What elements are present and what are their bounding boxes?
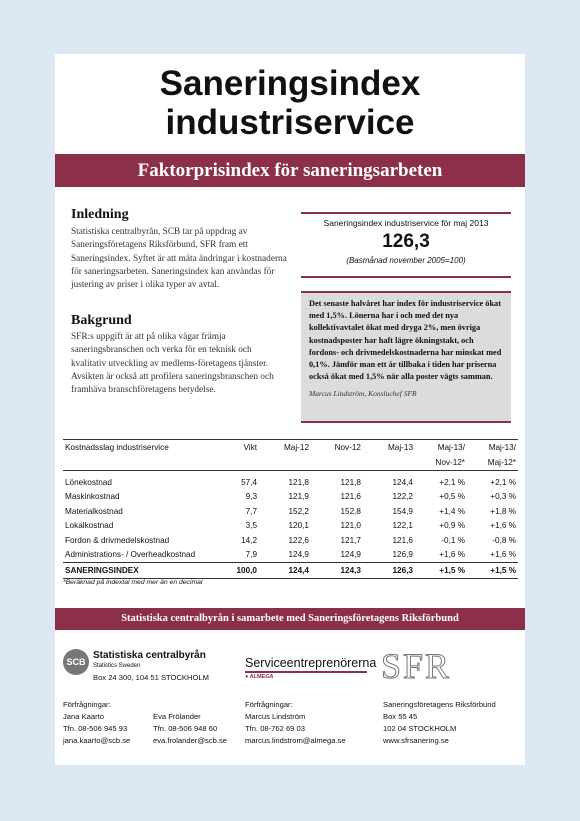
contact-email[interactable]: eva.frolander@scb.se	[153, 736, 227, 745]
cell: +0,5 %	[439, 492, 465, 502]
scb-subname: Statistics Sweden	[93, 663, 141, 669]
cell: 124,9	[288, 550, 309, 560]
text-inledning: Statistiska centralbyrån, SCB tar på uppdrag av Saneringsföretagens Riksförbund, SFR fram ett Saneringsindex. Syftet är att mäta ändringar i kostnaderna för saneringsarbeten. Saneringsindex kan användas för justering av priser i olika typer av avtal.	[71, 227, 287, 291]
cell: 7,7	[245, 506, 257, 516]
contact-phone: Tfn. 08-762 69 03	[245, 724, 305, 733]
heading-bakgrund: Bakgrund	[71, 313, 132, 328]
cell: +0,3 %	[490, 492, 516, 502]
contact-phone: Tfn. 08-506 945 93	[63, 724, 128, 733]
cooperation-banner: Statistiska centralbyrån i samarbete med Saneringsföretagens Riksförbund	[55, 608, 525, 630]
cell: 126,3	[392, 565, 413, 575]
cell: +1,6 %	[490, 521, 516, 531]
cell: 120,1	[288, 521, 309, 531]
contact-org: Saneringsföretagens Riksförbund	[383, 700, 496, 709]
cell: 124,4	[288, 565, 309, 575]
cell: +2,1 %	[490, 477, 516, 487]
cell: +1,4 %	[439, 506, 465, 516]
logo-row	[55, 644, 525, 694]
contact-city: 102 04 STOCKHOLM	[383, 724, 457, 733]
summary-base-note: (Basmånad november 2005=100)	[346, 256, 466, 265]
cell: +1,8 %	[490, 506, 516, 516]
cell: 122,6	[288, 535, 309, 545]
scb-emblem-icon: SCB	[63, 649, 89, 675]
table-row	[63, 533, 518, 548]
cell: +2,1 %	[439, 477, 465, 487]
col-header-weight: Vikt	[243, 443, 257, 452]
cell: 152,8	[340, 506, 361, 516]
cell: Lönekostnad	[65, 477, 112, 487]
cell: 126,9	[392, 550, 413, 560]
cell: 121,6	[340, 492, 361, 502]
cell: Maskinkostnad	[65, 492, 120, 502]
cell: Lokalkostnad	[65, 521, 114, 531]
contact-name: Marcus Lindström	[245, 712, 306, 721]
comment-text: Det senaste halvåret har index för industriservice ökat med 1,5%. Lönerna har i och med det nya kollektivavtalet ökat med dryga 2%, men övriga kostnadsposter har haft lägre ökningstakt, och fordons- och drivmedelskostnaderna har minskat med 0,1%. Jämför man ett år tillbaka i tiden har priserna också ökat med 1,5% när alla poster vägts samman.	[309, 299, 502, 382]
cell: 122,1	[392, 521, 413, 531]
title-line-1: Saneringsindex	[159, 64, 421, 103]
text-bakgrund: SFR:s uppgift är att på olika vägar främja saneringsbranschen och verka för en teknisk och kvalitativ utveckling av medlems-företagens tjänster. Avsikten är också att profilera saneringsbranschen och framhäva branschföretagens betydelse.	[71, 332, 274, 396]
contact-label: Förfrågningar:	[245, 700, 293, 709]
cell: Materialkostnad	[65, 506, 123, 516]
cell: +1,5 %	[490, 565, 516, 575]
contact-almega	[245, 699, 346, 747]
table-total-row	[63, 563, 518, 579]
table-footnote: *Beräknad på indextal med mer än en decimal	[63, 579, 203, 586]
comment-box	[301, 291, 511, 423]
table-header-row	[63, 440, 518, 471]
cell: 122,2	[392, 492, 413, 502]
se-name: Serviceentreprenörerna	[245, 656, 377, 670]
index-table	[63, 439, 518, 579]
cell: 121,8	[340, 477, 361, 487]
cell: 121,6	[392, 535, 413, 545]
cell: 124,9	[340, 550, 361, 560]
contact-phone: Tfn. 08-506 948 60	[153, 724, 218, 733]
scb-address: Box 24 300, 104 51 STOCKHOLM	[93, 673, 209, 682]
cell: +1,5 %	[439, 565, 465, 575]
contact-label: Förfrågningar:	[63, 700, 111, 709]
cell: 124,4	[392, 477, 413, 487]
document-title	[55, 64, 525, 142]
contact-name: Jana Kaarto	[63, 712, 104, 721]
cell: 3,5	[245, 521, 257, 531]
cell: 121,9	[288, 492, 309, 502]
cell: SANERINGSINDEX	[65, 565, 139, 575]
contact-email[interactable]: marcus.lindstrom@almega.se	[245, 736, 346, 745]
scb-name: Statistiska centralbyrån	[93, 650, 206, 661]
contact-scb-1	[63, 699, 130, 747]
cell: 7,9	[245, 550, 257, 560]
title-line-2: industriservice	[165, 103, 415, 142]
col-header-change-may12: Maj-13/ Maj-12*	[487, 443, 516, 467]
cell: 152,2	[288, 506, 309, 516]
col-header-nov12: Nov-12	[334, 443, 361, 452]
sfr-logo: SFR	[381, 646, 452, 686]
cell: -0,8 %	[492, 535, 516, 545]
contact-email[interactable]: jana.kaarto@scb.se	[63, 736, 131, 745]
col-header-change-nov12: Maj-13/ Nov-12*	[435, 443, 465, 467]
comment-signature: Marcus Lindström, Konsluchef SFR	[309, 389, 417, 399]
serviceentreprenorerna-logo	[245, 656, 376, 680]
cell: +0,9 %	[439, 521, 465, 531]
index-summary-box	[301, 212, 511, 278]
table-row	[63, 471, 518, 490]
cell: 124,3	[340, 565, 361, 575]
cell: +1,6 %	[490, 550, 516, 560]
summary-value: 126,3	[382, 231, 430, 252]
se-underline	[245, 671, 367, 673]
almega-label: ● ALMEGA	[245, 674, 274, 680]
cell: -0,1 %	[441, 535, 465, 545]
cell: 57,4	[241, 477, 257, 487]
document-page	[55, 54, 525, 765]
contact-box: Box 55 45	[383, 712, 418, 721]
cell: 154,9	[392, 506, 413, 516]
col-header-may13: Maj-13	[387, 443, 413, 452]
col-header-may12: Maj-12	[283, 443, 309, 452]
heading-inledning: Inledning	[71, 207, 129, 222]
table-row	[63, 519, 518, 534]
contact-sfr	[383, 699, 496, 747]
cell: 9,3	[245, 492, 257, 502]
cell: +1,6 %	[439, 550, 465, 560]
cell: 121,0	[340, 521, 361, 531]
cell: 121,7	[340, 535, 361, 545]
cell: Fordon & drivmedelskostnad	[65, 535, 170, 545]
table-row	[63, 490, 518, 505]
summary-title: Saneringsindex industriservice för maj 2013	[323, 218, 489, 228]
table-row	[63, 504, 518, 519]
col-header-category: Kostnadsslag industriservice	[65, 443, 169, 452]
table-row	[63, 548, 518, 563]
cell: 121,8	[288, 477, 309, 487]
contact-website[interactable]: www.sfrsanering.se	[383, 736, 449, 745]
cell: Administrations- / Overheadkostnad	[65, 550, 196, 560]
contact-scb-2	[153, 711, 227, 747]
cell: 14,2	[241, 535, 257, 545]
contact-name: Eva Frölander	[153, 712, 201, 721]
subtitle-banner: Faktorprisindex för saneringsarbeten	[55, 154, 525, 187]
cell: 100,0	[236, 565, 257, 575]
